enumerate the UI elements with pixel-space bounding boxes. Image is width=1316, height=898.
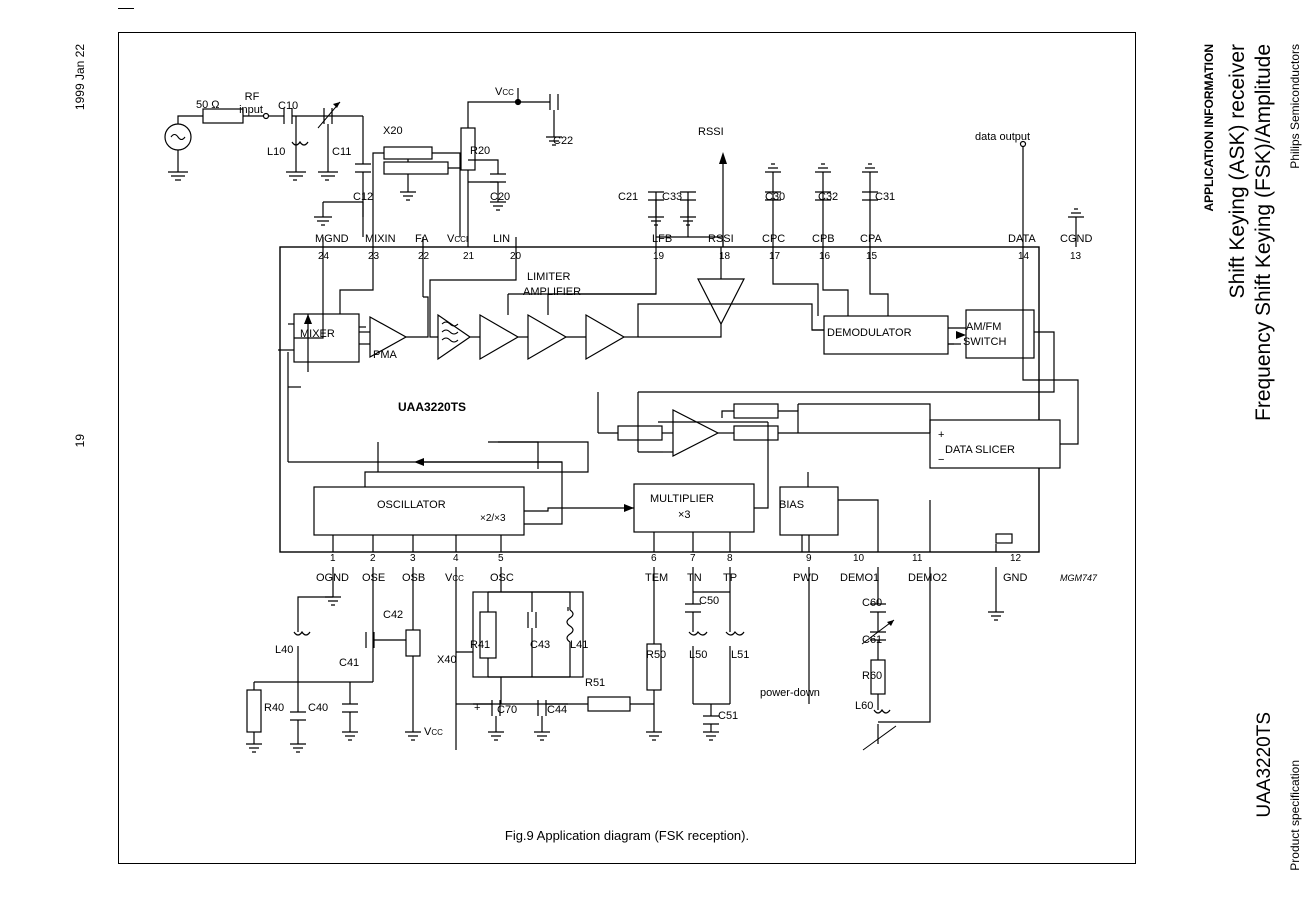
pin-name-mgnd: MGND — [315, 233, 349, 245]
pin-num-11: 11 — [912, 553, 923, 564]
polarity-plus: + — [474, 702, 481, 714]
component-c70: C70 — [497, 704, 518, 716]
data-output-label: data output — [975, 131, 1031, 143]
pin-name-demo2: DEMO2 — [908, 572, 948, 584]
pin-name-ognd: OGND — [316, 572, 349, 584]
doc-date: 1999 Jan 22 — [73, 44, 87, 111]
component-x20: X20 — [383, 125, 403, 137]
pin-num-15: 15 — [866, 251, 878, 262]
component-c50: C50 — [699, 595, 720, 607]
component-c30: C30 — [765, 191, 786, 203]
pin-name-tp: TP — [723, 572, 738, 584]
rssi-top-label: RSSI — [698, 126, 724, 138]
component-c61: C61 — [862, 634, 883, 646]
block-label-bias: BIAS — [779, 499, 805, 511]
pin-name-cpa: CPA — [860, 233, 882, 245]
pin-name-cpb: CPB — [812, 233, 835, 245]
block-label-data-slicer: DATA SLICER — [945, 444, 1015, 456]
component-r41: R41 — [470, 639, 491, 651]
crop-mark — [118, 8, 134, 9]
component-l51: L51 — [731, 649, 750, 661]
section-label: APPLICATION INFORMATION — [1202, 44, 1216, 212]
figure-caption: Fig.9 Application diagram (FSK reception). — [504, 828, 750, 843]
component-c44: C44 — [547, 704, 568, 716]
component-r60: R60 — [862, 670, 883, 682]
pin-name-lin: LIN — [493, 233, 511, 245]
pin-name-data: DATA — [1008, 233, 1036, 245]
pin-num-2: 2 — [370, 553, 376, 564]
pin-num-22: 22 — [418, 251, 430, 262]
vcc-top-label: VCC — [495, 86, 514, 98]
pin-num-21: 21 — [463, 251, 475, 262]
component-l50: L50 — [689, 649, 708, 661]
pin-name-cgnd: CGND — [1060, 233, 1093, 245]
component-r20: R20 — [470, 145, 491, 157]
component-l41: L41 — [570, 639, 589, 651]
pin-num-12: 12 — [1010, 553, 1022, 564]
pin-num-1: 1 — [330, 553, 336, 564]
block-label-amfm-2: SWITCH — [963, 336, 1007, 348]
component-c32: C32 — [818, 191, 839, 203]
vcc-bottom-label: VCC — [424, 726, 443, 738]
pin-name-pwd: PWD — [793, 572, 819, 584]
pin-name-vcci: VCCI — [447, 233, 469, 245]
block-label-demodulator: DEMODULATOR — [827, 327, 912, 339]
pin-num-7: 7 — [690, 553, 696, 564]
pin-num-4: 4 — [453, 553, 459, 564]
block-label-pma: PMA — [373, 349, 397, 361]
component-c12: C12 — [353, 191, 374, 203]
pin-name-osc: OSC — [490, 572, 514, 584]
part-number-side: UAA3220TS — [1254, 712, 1275, 818]
pin-num-13: 13 — [1070, 251, 1082, 262]
component-c33: C33 — [662, 191, 683, 203]
component-c40: C40 — [308, 702, 329, 714]
component-c43: C43 — [530, 639, 551, 651]
source-impedance-label: 50 Ω — [196, 99, 220, 111]
component-c42: C42 — [383, 609, 404, 621]
power-down-label: power-down — [760, 687, 820, 699]
pin-num-16: 16 — [819, 251, 831, 262]
pin-name-vcc: VCC — [445, 572, 464, 584]
pin-name-mixin: MIXIN — [365, 233, 396, 245]
publisher-name: Philips Semiconductors — [1288, 44, 1303, 169]
pin-num-8: 8 — [727, 553, 733, 564]
component-c11: C11 — [332, 146, 352, 158]
block-label-mixer: MIXER — [300, 328, 335, 340]
component-l10: L10 — [267, 146, 286, 158]
component-c31: C31 — [875, 191, 896, 203]
pin-num-14: 14 — [1018, 251, 1030, 262]
rf-input-label-2: input — [239, 104, 263, 116]
component-r40: R40 — [264, 702, 285, 714]
pin-num-5: 5 — [498, 553, 504, 564]
pin-num-10: 10 — [853, 553, 865, 564]
pin-name-gnd: GND — [1003, 572, 1028, 584]
pin-num-9: 9 — [806, 553, 812, 564]
pin-name-lfb: LFB — [652, 233, 673, 245]
pin-num-17: 17 — [769, 251, 781, 262]
chip-name-label: UAA3220TS — [398, 400, 467, 414]
block-label-multiplier-1: MULTIPLIER — [650, 493, 714, 505]
drawing-code: MGM747 — [1060, 573, 1098, 583]
data-slicer-minus: − — [938, 454, 945, 466]
component-l60: L60 — [855, 700, 874, 712]
component-c20: C20 — [490, 191, 511, 203]
pin-num-6: 6 — [651, 553, 657, 564]
component-r50: R50 — [646, 649, 667, 661]
block-label-multiplier-2: ×3 — [678, 509, 691, 521]
doc-title-line2: Shift Keying (ASK) receiver — [1226, 44, 1249, 299]
pin-name-tn: TN — [687, 572, 702, 584]
component-r51: R51 — [585, 677, 606, 689]
pin-name-demo1: DEMO1 — [840, 572, 880, 584]
pin-name-tem: TEM — [645, 572, 669, 584]
component-c60: C60 — [862, 597, 883, 609]
component-x40: X40 — [437, 654, 457, 666]
doc-title-line1: Frequency Shift Keying (FSK)/Amplitude — [1252, 44, 1275, 421]
rf-input-label-1: RF — [244, 91, 260, 103]
pin-num-24: 24 — [318, 251, 330, 262]
page-number: 19 — [73, 434, 87, 448]
component-c21: C21 — [618, 191, 639, 203]
component-c10: C10 — [278, 100, 299, 112]
pin-num-3: 3 — [410, 553, 416, 564]
pin-name-ose: OSE — [362, 572, 386, 584]
pin-num-19: 19 — [653, 251, 665, 262]
data-slicer-plus: + — [938, 429, 945, 441]
block-label-limiter-2: AMPLIFIER — [523, 286, 582, 298]
pin-num-18: 18 — [719, 251, 731, 262]
pin-num-20: 20 — [510, 251, 522, 262]
oscillator-multiplier-label: ×2/×3 — [480, 513, 506, 524]
pin-name-fa: FA — [415, 233, 429, 245]
doc-type: Product specification — [1288, 760, 1303, 871]
pin-name-osb: OSB — [402, 572, 426, 584]
pin-name-rssi: RSSI — [708, 233, 734, 245]
block-label-amfm-1: AM/FM — [966, 321, 1002, 333]
component-c51: C51 — [718, 710, 739, 722]
component-c41: C41 — [339, 657, 360, 669]
pin-num-23: 23 — [368, 251, 380, 262]
component-l40: L40 — [275, 644, 294, 656]
block-label-oscillator: OSCILLATOR — [377, 499, 446, 511]
block-label-limiter-1: LIMITER — [527, 271, 571, 283]
pin-name-cpc: CPC — [762, 233, 786, 245]
component-c22: C22 — [553, 135, 574, 147]
